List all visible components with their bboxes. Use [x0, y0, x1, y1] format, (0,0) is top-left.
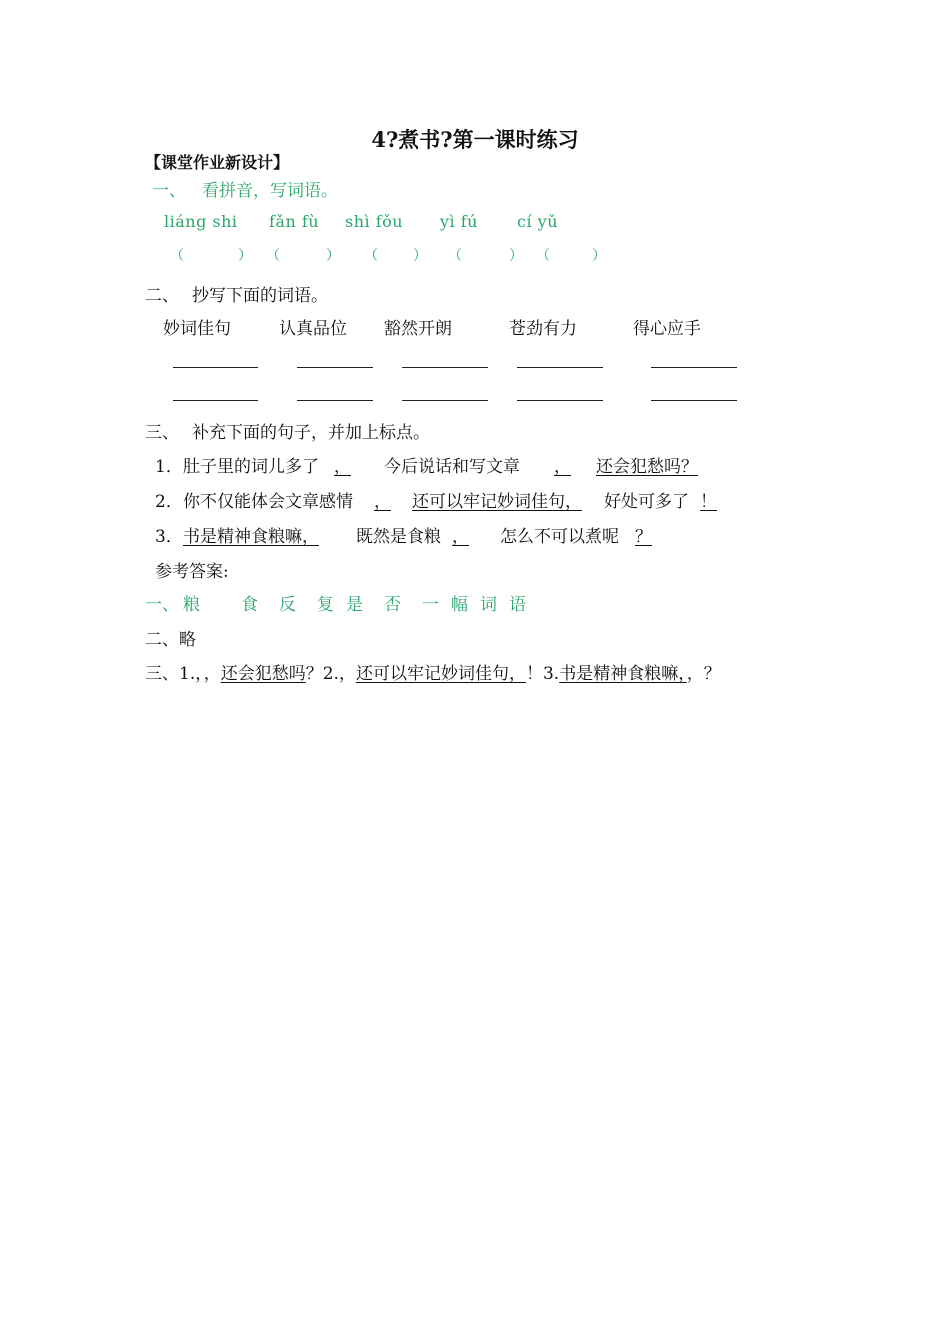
bracket-close-5: ） [592, 248, 606, 264]
sentence-1-part-a: 肚子里的词儿多了 [183, 457, 319, 477]
page-title: 4?煮书?第一课时练习 [371, 127, 579, 152]
sentence-3-part-d: 怎么不可以煮呢 [500, 527, 619, 547]
word-4: 苍劲有力 [509, 319, 577, 339]
writing-line [297, 400, 373, 401]
answers-heading: 参考答案: [155, 562, 229, 582]
writing-line [517, 400, 603, 401]
sentence-1-blank-2: ， [554, 457, 571, 477]
word-1: 妙词佳句 [163, 319, 231, 339]
bracket-open-2: （ [266, 248, 280, 264]
answer-1-label: 一、 [145, 595, 179, 615]
bracket-close-4: ） [509, 248, 523, 264]
writing-line [402, 367, 488, 368]
writing-line [297, 367, 373, 368]
answer-2: 二、略 [145, 630, 196, 650]
answer-1-char: 是 [346, 595, 363, 615]
writing-line [517, 367, 603, 368]
bracket-close-2: ） [326, 248, 340, 264]
pinyin-5: cí yǔ [517, 212, 559, 231]
q3-label: 三、 [145, 423, 179, 443]
sentence-2-part-d: 好处可多了 [604, 492, 689, 512]
answer-1-char: 一 [422, 595, 439, 615]
sentence-2-blank-1: ， [374, 492, 391, 512]
q1-label: 一、 [152, 181, 186, 201]
q2-label: 二、 [145, 286, 179, 306]
answer-3-part-3: ！3. [525, 664, 560, 684]
writing-line [651, 400, 737, 401]
sentence-3-blank-3: ？ [635, 527, 652, 547]
sentence-3-blank-1: 书是精神食粮嘛， [183, 527, 319, 547]
bracket-close-1: ） [238, 248, 252, 264]
sentence-1-number: 1． [155, 457, 183, 477]
q1-instruction: 看拼音，写词语。 [202, 181, 338, 201]
writing-line [402, 400, 488, 401]
bracket-open-5: （ [536, 248, 550, 264]
writing-line [651, 367, 737, 368]
section-heading: 【课堂作业新设计】 [145, 153, 290, 172]
q2-instruction: 抄写下面的词语。 [192, 286, 328, 306]
answer-1-char: 幅 [451, 595, 468, 615]
sentence-1-blank-1: ， [334, 457, 351, 477]
sentence-2-blank-2: 还可以牢记妙词佳句， [412, 492, 582, 512]
pinyin-1: liáng shi [164, 212, 238, 231]
answer-1-char: 语 [509, 595, 526, 615]
pinyin-2: fǎn fù [269, 212, 320, 231]
answer-3-underlined-2: 还可以牢记妙词佳句， [355, 664, 526, 684]
answer-3-part-4: ，？ [686, 664, 721, 684]
bracket-close-3: ） [413, 248, 427, 264]
writing-line [173, 367, 258, 368]
answer-1-char: 反 [279, 595, 296, 615]
sentence-1-part-c: 今后说话和写文章 [384, 457, 520, 477]
word-5: 得心应手 [633, 319, 701, 339]
bracket-open-4: （ [448, 248, 462, 264]
answer-1-char: 词 [480, 595, 497, 615]
q3-instruction: 补充下面的句子，并加上标点。 [192, 423, 430, 443]
answer-3-underlined-3: 书是精神食粮嘛， [559, 664, 687, 684]
answer-3 [145, 659, 721, 684]
pinyin-4: yì fú [440, 212, 478, 231]
sentence-2-part-a: 你不仅能体会文章感情 [183, 492, 353, 512]
word-2: 认真品位 [279, 319, 347, 339]
answer-1-char: 食 [241, 595, 258, 615]
sentence-3-part-b: 既然是食粮 [356, 527, 441, 547]
sentence-3-number: 3． [155, 527, 183, 547]
sentence-1-blank-3: 还会犯愁吗？ [596, 457, 698, 477]
sentence-2-number: 2． [155, 492, 183, 512]
answer-3-part-1: 三、1.，， [145, 664, 221, 684]
answer-3-part-2: ？2.， [305, 664, 356, 684]
bracket-open-1: （ [170, 248, 184, 264]
sentence-3-blank-2: ， [452, 527, 469, 547]
answer-1-char: 粮 [183, 595, 200, 615]
answer-3-underlined-1: 还会犯愁吗 [220, 664, 306, 684]
bracket-open-3: （ [364, 248, 378, 264]
answer-1-char: 否 [384, 595, 401, 615]
sentence-2-blank-3: ！ [700, 492, 717, 512]
answer-1-char: 复 [317, 595, 334, 615]
writing-line [173, 400, 258, 401]
word-3: 豁然开朗 [384, 319, 452, 339]
pinyin-3: shì fǒu [345, 212, 404, 231]
